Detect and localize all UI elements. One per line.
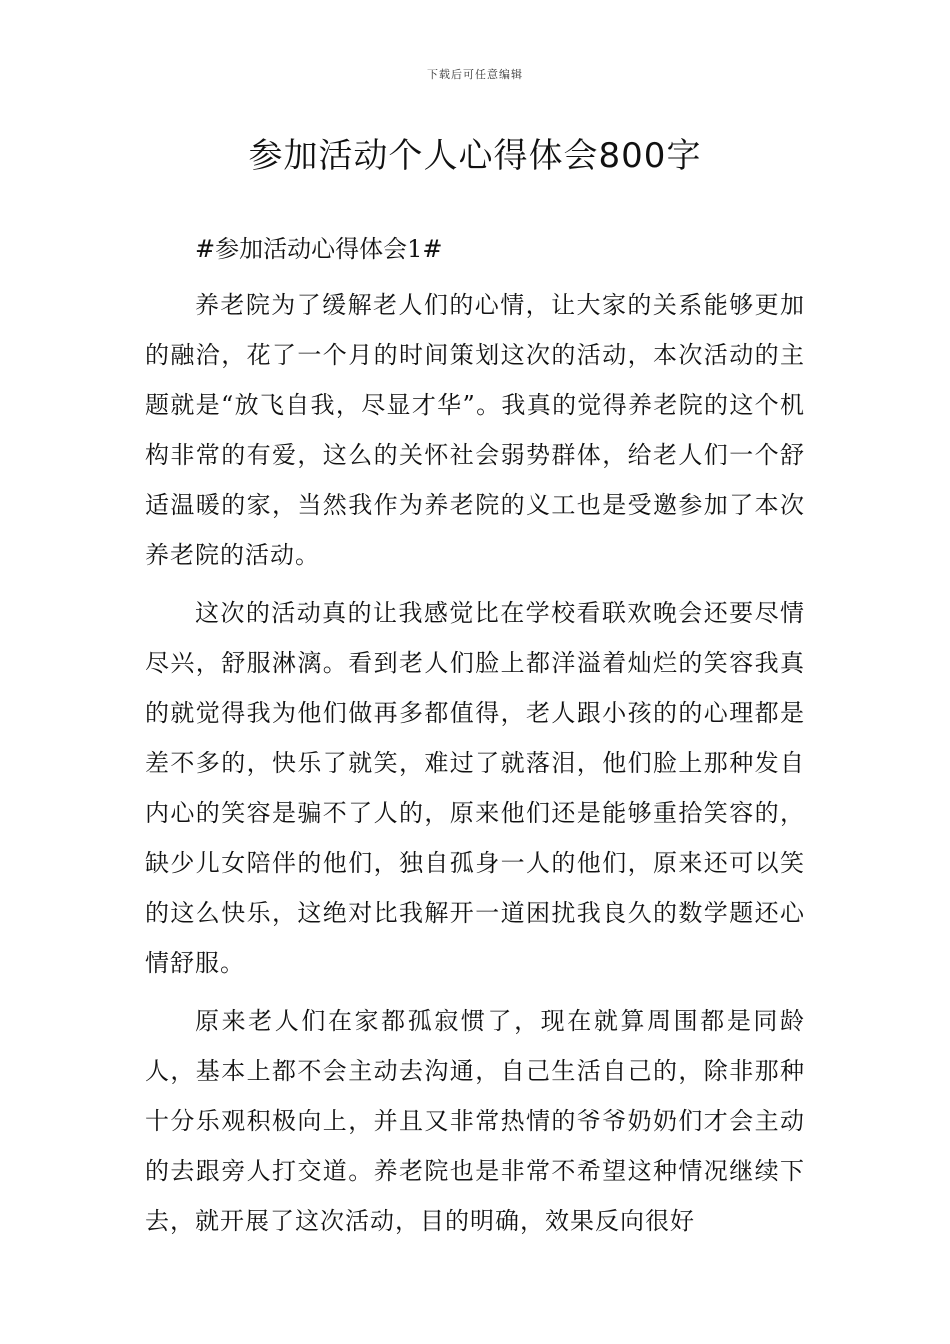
paragraph-1: 养老院为了缓解老人们的心情，让大家的关系能够更加的融洽，花了一个月的时间策划这次的活动，本次活动的主题就是“放飞自我，尽显才华”。我真的觉得养老院的这个机构非常的有爱，这么的关怀社会弱势群体，给老人们一个舒适温暖的家，当然我作为养老院的义工也是受邀参加了本次养老院的活动。: [145, 291, 805, 569]
paragraph-3: 原来老人们在家都孤寂惯了，现在就算周围都是同龄人，基本上都不会主动去沟通，自己生活自己的，除非那种十分乐观积极向上，并且又非常热情的爷爷奶奶们才会主动的去跟旁人打交道。养老院也是非常不希望这种情况继续下去，就开展了这次活动，目的明确，效果反向很好: [145, 1007, 805, 1235]
section-tag: #参加活动心得体会1#: [195, 235, 443, 263]
document-title: 参加活动个人心得体会800字: [248, 136, 702, 176]
document-body: [145, 230, 805, 1246]
paragraph-2: 这次的活动真的让我感觉比在学校看联欢晚会还要尽情尽兴，舒服淋漓。看到老人们脸上都洋溢着灿烂的笑容我真的就觉得我为他们做再多都值得，老人跟小孩的的心理都是差不多的，快乐了就笑，难过了就落泪，他们脸上那种发自内心的笑容是骗不了人的，原来他们还是能够重拾笑容的，缺少儿女陪伴的他们，独自孤身一人的他们，原来还可以笑的这么快乐，这绝对比我解开一道困扰我良久的数学题还心情舒服。: [145, 599, 805, 977]
header-note: 下载后可任意编辑: [427, 68, 523, 81]
